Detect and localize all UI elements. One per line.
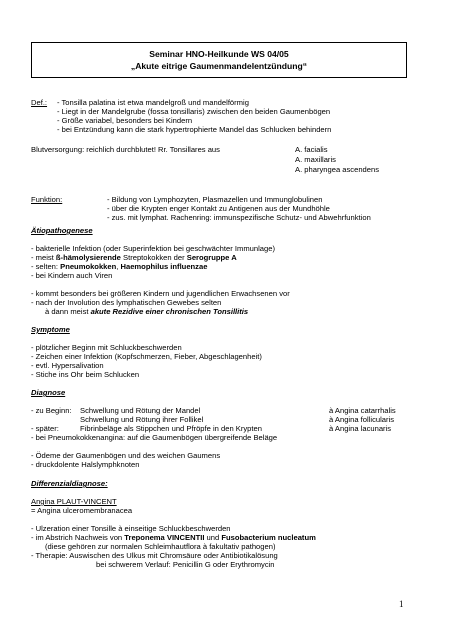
artery-item: A. maxillaris bbox=[295, 155, 336, 164]
definition-line: - Größe variabel, besonders bei Kindern bbox=[57, 116, 193, 125]
etiology-line: - bei Kindern auch Viren bbox=[31, 271, 113, 280]
definition-line: - Liegt in der Mandelgrube (fossa tonsillaris) zwischen den beiden Gaumenbögen bbox=[57, 107, 331, 116]
definition-label: Def.: bbox=[31, 98, 48, 107]
function-line: - Bildung von Lymphozyten, Plasmazellen und Immunglobulinen bbox=[107, 195, 323, 204]
diagnosis-line: - druckdolente Halslymphknoten bbox=[31, 460, 140, 469]
symptom-line: - plötzlicher Beginn mit Schluckbeschwerden bbox=[31, 343, 182, 352]
function-line: - über die Krypten enger Kontakt zu Antigenen aus der Mundhöhle bbox=[107, 204, 330, 213]
diagnosis-heading: Diagnose bbox=[31, 388, 66, 397]
definition-line: - Tonsilla palatina ist etwa mandelgroß und mandelförmig bbox=[57, 98, 249, 107]
definition-line: - bei Entzündung kann die stark hypertrophierte Mandel das Schlucken behindern bbox=[57, 125, 332, 134]
artery-item: A. pharyngea ascendens bbox=[295, 165, 380, 174]
diagnosis-row-result: à Angina lacunaris bbox=[329, 424, 392, 433]
etiology-line: - kommt besonders bei größeren Kindern und jugendlichen Erwachsenen vor bbox=[31, 289, 290, 298]
page-number: 1 bbox=[399, 599, 404, 609]
diagnosis-row-label: - zu Beginn: bbox=[31, 406, 72, 415]
artery-item: A. facialis bbox=[295, 145, 328, 154]
diagnosis-line: - Ödeme der Gaumenbögen und des weichen Gaumens bbox=[31, 451, 221, 460]
symptom-line: - evtl. Hypersalivation bbox=[31, 361, 104, 370]
diagnosis-row-finding: Schwellung und Rötung der Mandel bbox=[80, 406, 201, 415]
etiology-line: - meist ß-hämolysierende Streptokokken der Serogruppe A bbox=[31, 253, 237, 262]
differential-line: bei schwerem Verlauf: Penicillin G oder Erythromycin bbox=[96, 560, 275, 569]
symptom-line: - Zeichen einer Infektion (Kopfschmerzen, Fieber, Abgeschlagenheit) bbox=[31, 352, 262, 361]
document-title: Seminar HNO-Heilkunde WS 04/05 bbox=[149, 49, 289, 59]
diagnosis-row-result: à Angina catarrhalis bbox=[329, 406, 396, 415]
etiology-line: - selten: Pneumokokken, Haemophilus influenzae bbox=[31, 262, 208, 271]
diagnosis-row-finding: Fibrinbeläge als Stippchen und Pfröpfe in den Krypten bbox=[80, 424, 262, 433]
diagnosis-row-result: à Angina follicularis bbox=[329, 415, 395, 424]
etiology-line: - nach der Involution des lymphatischen Gewebes selten bbox=[31, 298, 222, 307]
diagnosis-line: - bei Pneumokokkenangina: auf die Gaumenbögen übergreifende Beläge bbox=[31, 433, 278, 442]
differential-line: - im Abstrich Nachweis von Treponema VINCENTII und Fusobacterium nucleatum bbox=[31, 533, 316, 542]
title-box bbox=[31, 42, 407, 78]
differential-line: (diese gehören zur normalen Schleimhautflora à fakultativ pathogen) bbox=[45, 542, 276, 551]
function-line: - zus. mit lymphat. Rachenring: immunspezifische Schutz- und Abwehrfunktion bbox=[107, 213, 371, 222]
blood-supply-text: Blutversorgung: reichlich durchblutet! Rr. Tonsillares aus bbox=[31, 145, 220, 154]
differential-heading: Differenzialdiagnose: bbox=[31, 479, 108, 488]
etiology-line: à dann meist akute Rezidive einer chronischen Tonsillitis bbox=[45, 307, 249, 316]
etiology-heading: Ätiopathogenese bbox=[31, 226, 93, 235]
differential-line: = Angina ulceromembranacea bbox=[31, 506, 133, 515]
symptom-line: - Stiche ins Ohr beim Schlucken bbox=[31, 370, 140, 379]
differential-line: - Therapie: Auswischen des Ulkus mit Chromsäure oder Antibiotikalösung bbox=[31, 551, 278, 560]
etiology-line: - bakterielle Infektion (oder Superinfektion bei geschwächter Immunlage) bbox=[31, 244, 275, 253]
differential-line: - Ulzeration einer Tonsille à einseitige Schluckbeschwerden bbox=[31, 524, 231, 533]
differential-subheading: Angina PLAUT-VINCENT bbox=[31, 497, 117, 506]
diagnosis-row-label: - später: bbox=[31, 424, 59, 433]
document-subtitle: „Akute eitrige Gaumenmandelentzündung“ bbox=[130, 61, 308, 71]
symptoms-heading: Symptome bbox=[31, 325, 70, 334]
function-label: Funktion: bbox=[31, 195, 63, 204]
diagnosis-row-finding: Schwellung und Rötung ihrer Follikel bbox=[80, 415, 204, 424]
